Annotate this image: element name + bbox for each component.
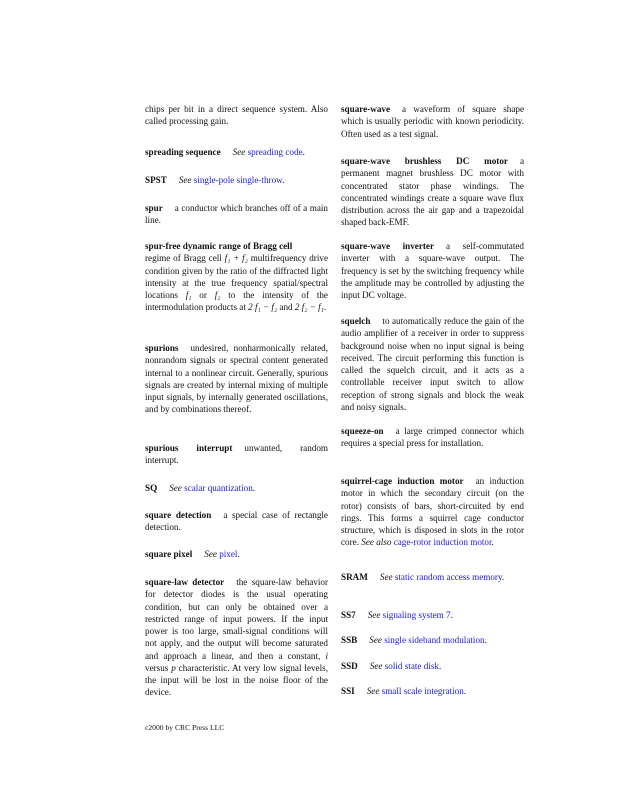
entry-square-wave xyxy=(341,103,524,140)
entry-punctuation: . xyxy=(463,686,467,696)
cross-reference-link[interactable]: signaling system 7 xyxy=(382,610,451,620)
math-expression: f₁ + f₂ xyxy=(224,253,248,264)
math-expression: i xyxy=(325,650,328,661)
entry-term: squelch xyxy=(341,316,371,326)
entry-punctuation: . xyxy=(491,537,494,548)
see-label: See xyxy=(369,661,383,671)
entry-squelch xyxy=(341,315,524,413)
entry-square-wave-inverter xyxy=(341,240,524,301)
entry-definition: to automatically reduce the gain of the audio amplifier of a receiver in order to suppress background noise when no input signal is being received. The circuit performing this function is called the squelch circuit, and it acts as a controllable receiver input switch to allow reception of strong signals and block the weak and noisy signals. xyxy=(341,316,524,412)
math-expression: f₁ xyxy=(185,290,192,300)
entry-sq xyxy=(145,482,328,494)
entry-definition: . xyxy=(323,302,327,313)
entry-definition: the square-law behavior for detector diodes is the usual operating condition, but can only be obtained over a restricted range of input powers. If the input power is too large, small-signal conditions will not apply, and the output will become saturated and approach a linear, and then a constant, xyxy=(145,577,329,661)
entry-definition: regime of Bragg cell xyxy=(145,253,225,264)
entry-term: spur-free dynamic range of Bragg cell xyxy=(145,241,293,251)
entry-term: square pixel xyxy=(145,549,193,559)
entry-term: SPST xyxy=(145,175,167,185)
math-expression: p xyxy=(171,662,176,673)
entry-definition: unwanted, random interrupt. xyxy=(145,443,328,466)
entry-square-pixel xyxy=(145,548,328,560)
cross-reference-link[interactable]: solid state disk xyxy=(384,661,439,671)
entry-sram xyxy=(341,571,524,583)
entry-squeeze-on xyxy=(341,425,524,450)
entry-term: SSD xyxy=(341,661,358,671)
entry-term: square-wave xyxy=(341,104,391,114)
entry-ssi xyxy=(341,685,524,697)
cross-reference-link[interactable]: single sideband modulation xyxy=(384,635,485,645)
entry-ssd xyxy=(341,660,524,672)
entry-definition: a waveform of square shape which is usually periodic with known periodicity. Often used as a test signal. xyxy=(341,104,524,139)
entry-definition: a large crimped connector which requires a special press for installation. xyxy=(341,426,524,449)
see-label: See xyxy=(232,147,246,157)
entry-punctuation: . xyxy=(282,175,285,185)
entry-term: spurious interrupt xyxy=(145,443,233,453)
entry-term: square-wave inverter xyxy=(341,241,435,251)
entry-definition: or xyxy=(191,290,215,300)
math-expression: f₂ xyxy=(214,290,221,300)
entry-term: SRAM xyxy=(341,572,368,582)
entry-definition: multifrequency drive condition given by the ratio of the diffracted light intensity at the true frequency spatial/spectral locations xyxy=(145,253,328,300)
entry-definition: an induction motor in which the secondary circuit (on the rotor) consists of bars, short-circuited by end rings. This forms a squirrel cage conductor structure, which is disposed in slots in the rotor core. xyxy=(341,476,524,548)
entry-term: SSB xyxy=(341,635,358,645)
entry-ssb xyxy=(341,634,524,646)
entry-definition: characteristic. At very low signal levels, the input will be lost in the noise floor of the device. xyxy=(145,662,328,698)
entry-punctuation: . xyxy=(252,483,256,493)
entry-term: square-wave brushless DC motor xyxy=(341,156,508,166)
entry-square-detection xyxy=(145,509,328,534)
entry-definition: a self-commutated inverter with a square-wave output. The frequency is set by the switching frequency while the amplitude may be controlled by adjusting the input DC voltage. xyxy=(341,241,524,300)
entry-square-wave-brushless-dc-motor xyxy=(341,155,524,229)
cross-reference-link[interactable]: spreading code xyxy=(247,147,303,157)
see-label: See xyxy=(204,549,217,559)
cross-reference-link[interactable]: single-pole single-throw xyxy=(193,175,283,185)
entry-square-law-detector xyxy=(145,576,328,699)
entry-term: squirrel-cage induction motor xyxy=(341,476,464,486)
see-label: See xyxy=(369,635,382,645)
entry-spur xyxy=(145,202,328,227)
entry-term: spur xyxy=(145,203,163,213)
see-label: See xyxy=(379,572,393,582)
entry-definition: undesired, nonharmonically related, nonrandom signals or spectral content generated internal to a nonlinear circuit. Generally, spurious signals are created by internal mixing of multiple input signals, by internally generated oscillations, and by combinations thereof. xyxy=(145,343,328,415)
see-label: See xyxy=(169,483,182,493)
entry-definition: and xyxy=(277,302,295,313)
entry-spreading-sequence xyxy=(145,146,328,158)
entry-definition: a permanent magnet brushless DC motor with concentrated stator phase windings. The concentrated windings create a square wave flux distribution across the air gap and a trapezoidal shaped back-EMF. xyxy=(341,156,524,228)
cross-reference-link[interactable]: scalar quantization xyxy=(184,483,253,493)
entry-definition: a special case of rectangle detection. xyxy=(145,510,328,533)
entry-term: SQ xyxy=(145,483,158,493)
entry-text: chips per bit in a direct sequence system. Also called processing gain. xyxy=(145,104,328,127)
copyright-footer: c2000 by CRC Press LLC xyxy=(145,723,225,732)
entry-squirrel-cage-induction-motor xyxy=(341,475,524,549)
cross-reference-link[interactable]: static random access memory xyxy=(394,572,502,582)
entry-term: spreading sequence xyxy=(145,147,221,157)
entry-term: square-law detector xyxy=(145,577,225,587)
entry-definition: to the intensity of the intermodulation products at xyxy=(145,290,328,313)
entry-term: spurions xyxy=(145,343,179,353)
entry-term: square detection xyxy=(145,510,212,520)
entry-ss7 xyxy=(341,609,524,621)
entry-punctuation: . xyxy=(438,661,442,671)
entry-punctuation: . xyxy=(450,610,453,620)
entry-punctuation: . xyxy=(484,635,487,645)
see-also-label: See also xyxy=(361,537,392,548)
entry-term: SSI xyxy=(341,686,355,696)
see-label: See xyxy=(366,686,380,696)
see-label: See xyxy=(367,610,381,620)
cross-reference-link[interactable]: small scale integration xyxy=(381,686,464,696)
entry-definition: versus xyxy=(145,662,172,673)
entry-spur-free-dynamic-range xyxy=(145,240,328,314)
math-expression: 2 f₁ − f₂ xyxy=(248,302,278,313)
entry-continuation xyxy=(145,103,328,128)
entry-spurious-interrupt xyxy=(145,442,328,467)
entry-definition: a conductor which branches off of a main line. xyxy=(145,203,328,226)
math-expression: 2 f₂ − f₁ xyxy=(294,302,324,313)
entry-punctuation: . xyxy=(302,147,305,157)
cross-reference-link[interactable]: pixel xyxy=(219,549,238,559)
entry-term: SS7 xyxy=(341,610,356,620)
cross-reference-link[interactable]: cage-rotor induction motor xyxy=(393,537,492,548)
entry-punctuation: . xyxy=(501,572,505,582)
entry-term: squeeze-on xyxy=(341,426,384,436)
entry-punctuation: . xyxy=(237,549,240,559)
see-label: See xyxy=(178,175,192,185)
entry-spst xyxy=(145,174,328,186)
entry-spurions xyxy=(145,342,328,416)
